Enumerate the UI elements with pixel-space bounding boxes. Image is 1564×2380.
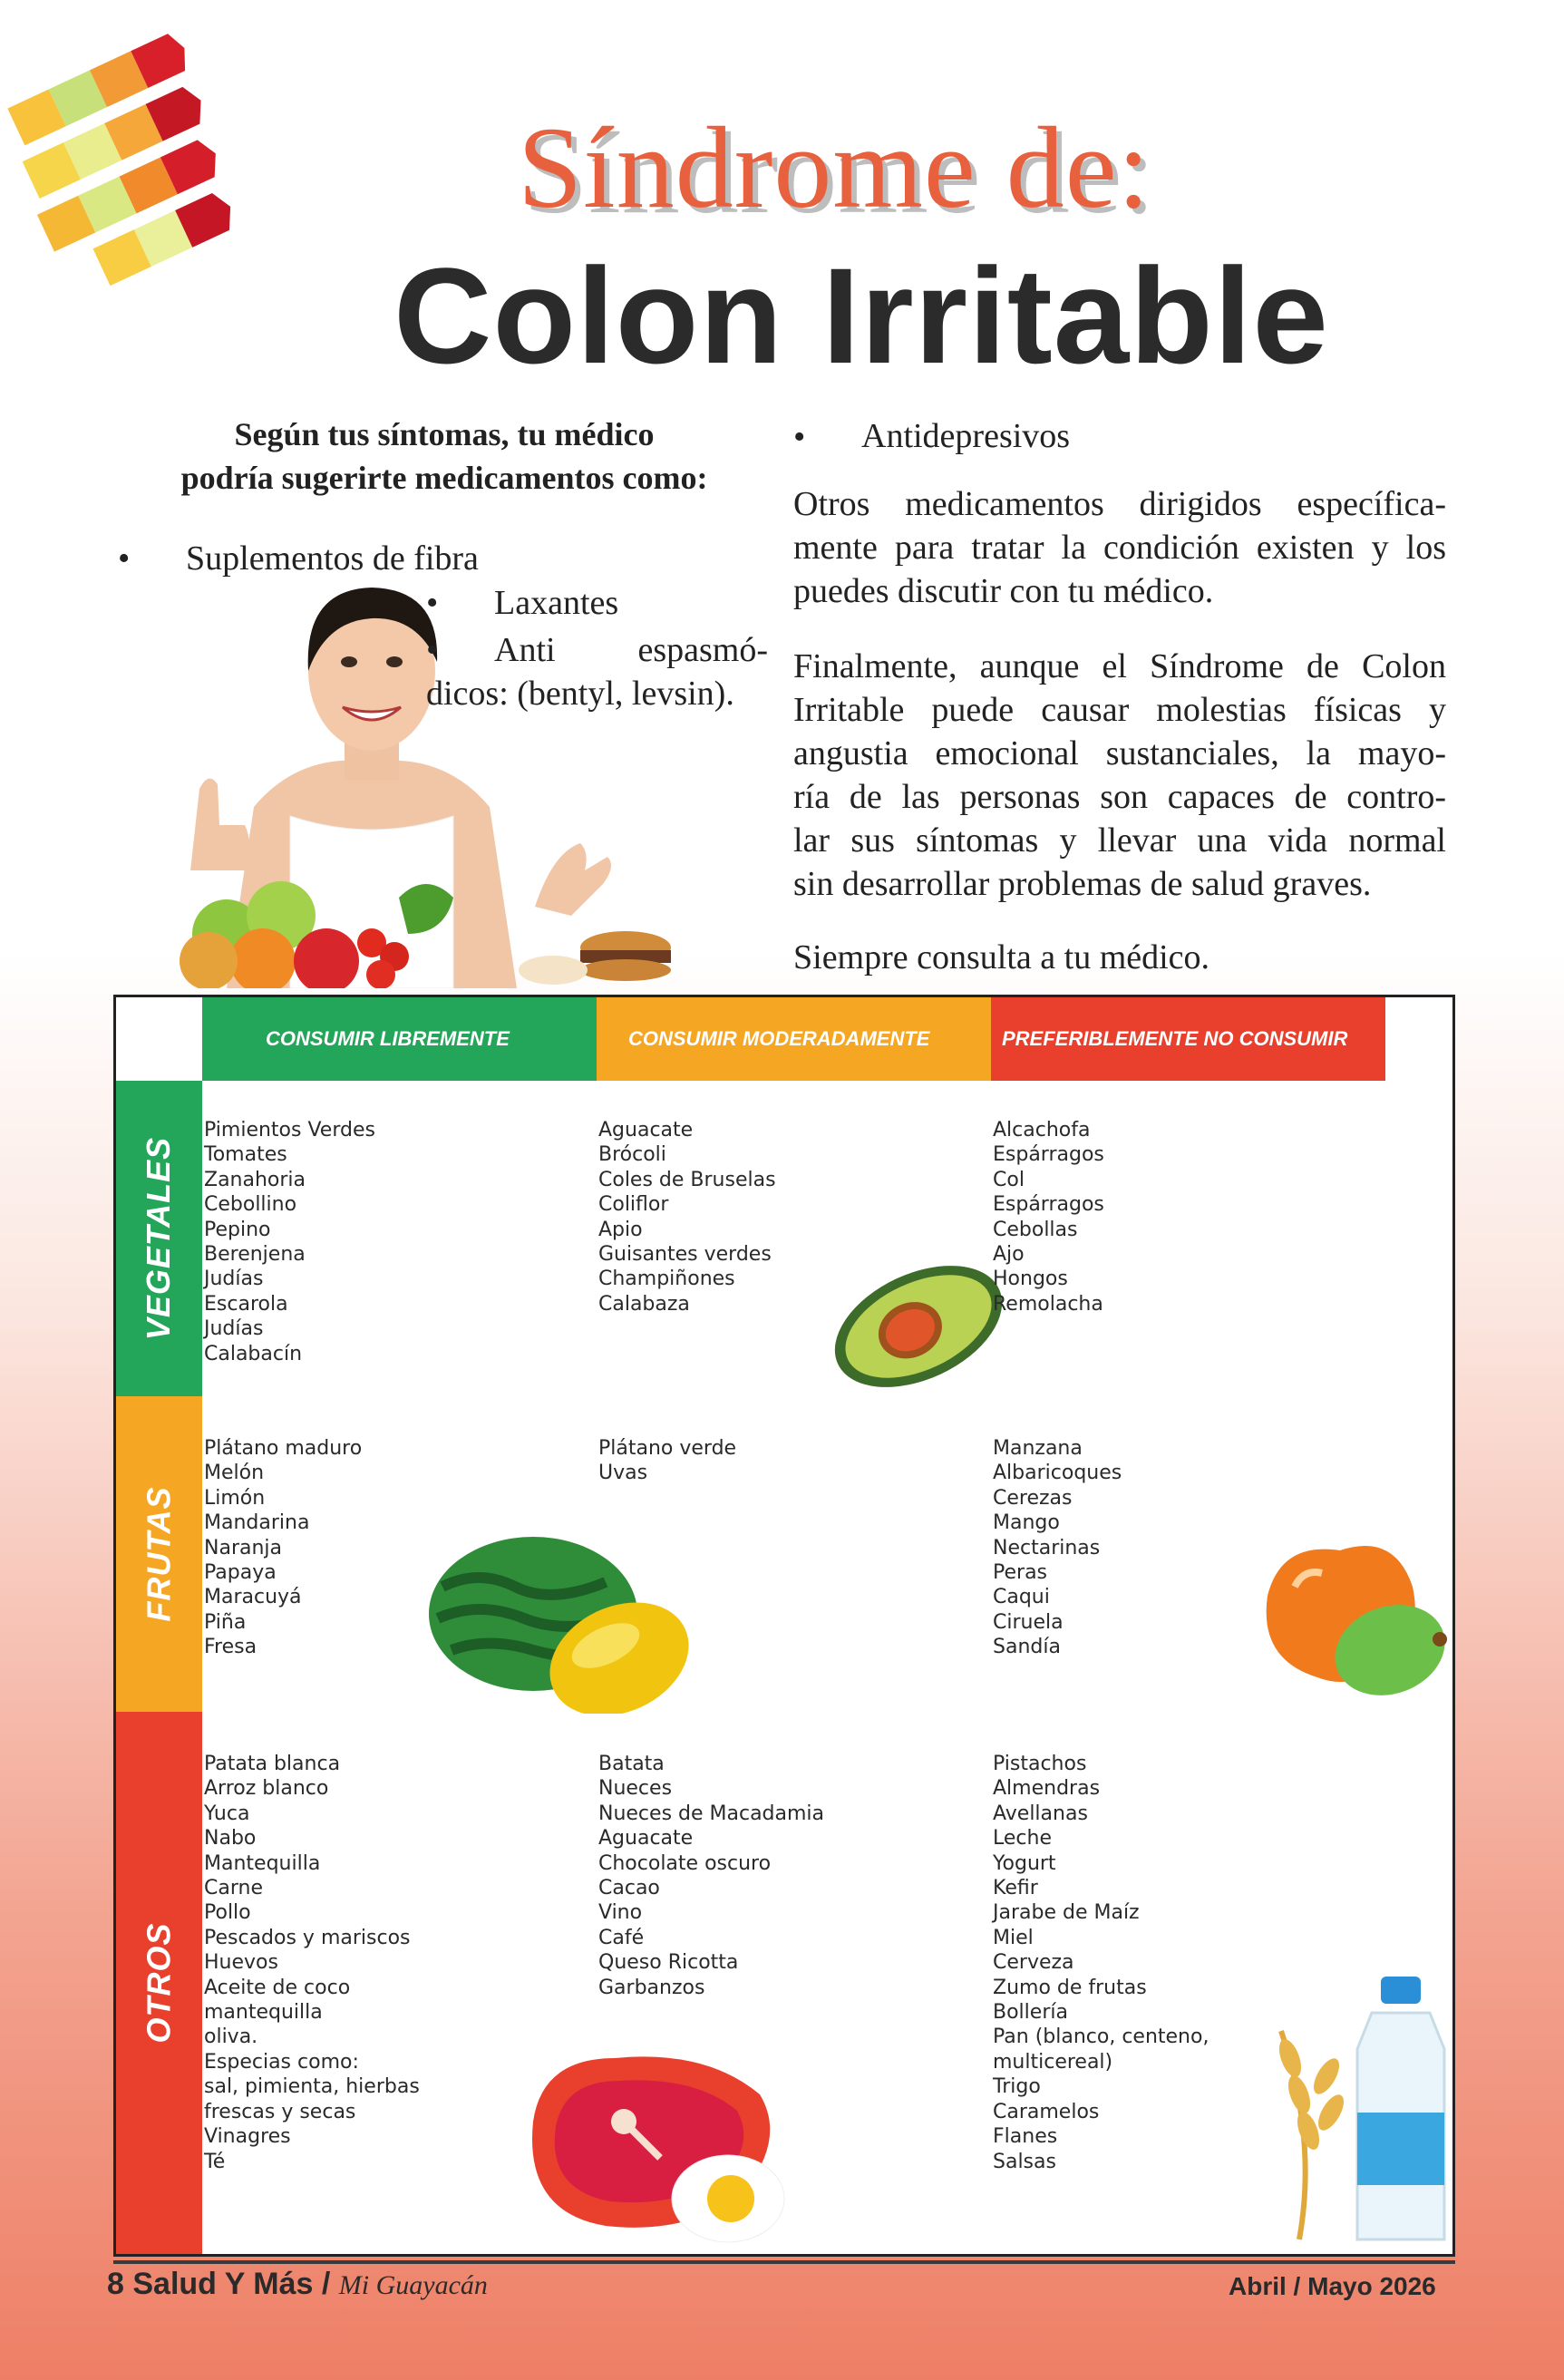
cell-frutas-no-consumir xyxy=(993,1436,1122,1660)
food-item: Plátano verde xyxy=(598,1437,737,1460)
cell-vegetales-libremente xyxy=(204,1118,375,1366)
food-item: Café xyxy=(598,1926,645,1949)
food-item: Cacao xyxy=(598,1877,660,1900)
food-item: Pan (blanco, centeno, xyxy=(993,2025,1209,2049)
food-item: Manzana xyxy=(993,1437,1083,1460)
cell-vegetales-no-consumir xyxy=(993,1118,1104,1316)
food-item: Pescados y mariscos xyxy=(204,1926,411,1949)
food-item: Zumo de frutas xyxy=(993,1976,1147,1999)
food-item: frescas y secas xyxy=(204,2100,356,2123)
food-item: Cerezas xyxy=(993,1486,1073,1510)
paragraph-finalmente: Finalmente, aunque el Síndrome de Colon Irritable puede causar molestias físicas y angustia emocional sustanciales, la mayo- ría de las personas son capaces de contro- lar sus síntomas y llevar una vida normal sin desarrollar problemas de salud graves. xyxy=(793,647,1446,903)
row-label-otros: OTROS xyxy=(116,1712,202,2254)
food-item: Miel xyxy=(993,1926,1034,1949)
bullet-antiespasmodicos-line-2: dicos: (bentyl, levsin). xyxy=(426,675,734,713)
food-item: Yuca xyxy=(204,1802,250,1825)
header-consumir-libremente: CONSUMIR LIBREMENTE xyxy=(202,997,597,1081)
food-item: Pollo xyxy=(204,1901,251,1925)
food-item: Carne xyxy=(204,1877,263,1900)
food-item: Aguacate xyxy=(598,1827,694,1851)
food-item: Calabacín xyxy=(204,1342,303,1365)
food-item: Cebollas xyxy=(993,1218,1078,1241)
food-item: Almendras xyxy=(993,1777,1101,1801)
intro-heading xyxy=(136,413,753,500)
food-item: Albaricoques xyxy=(993,1462,1122,1485)
intro-line-2: podría sugerirte medicamentos como: xyxy=(180,460,708,496)
food-item: Kefir xyxy=(993,1877,1038,1900)
food-item: Espárragos xyxy=(993,1143,1104,1167)
cell-vegetales-moderadamente xyxy=(598,1118,776,1316)
food-item: Jarabe de Maíz xyxy=(993,1901,1140,1925)
food-item: Mandarina xyxy=(204,1511,310,1535)
paragraph-otros-medicamentos: Otros medicamentos dirigidos específica- mente para tratar la condición existen y los puedes discutir con tu médico. xyxy=(793,485,1446,610)
header-consumir-moderadamente: CONSUMIR MODERADAMENTE xyxy=(597,997,991,1081)
header-preferiblemente-no-consumir: PREFERIBLEMENTE NO CONSUMIR xyxy=(991,997,1385,1081)
food-item: Plátano maduro xyxy=(204,1437,363,1460)
food-item: Flanes xyxy=(993,2125,1058,2149)
food-item: Berenjena xyxy=(204,1243,306,1267)
food-item: Brócoli xyxy=(598,1143,666,1167)
food-item: Caqui xyxy=(993,1586,1050,1609)
footer-magazine: 8 Salud Y Más / Mi Guayacán xyxy=(107,2267,488,2301)
footer-date: Abril / Mayo 2026 xyxy=(1229,2272,1436,2300)
food-item: Escarola xyxy=(204,1292,288,1316)
food-item: Queso Ricotta xyxy=(598,1951,739,1975)
food-item: Peras xyxy=(993,1561,1048,1585)
food-item: Leche xyxy=(993,1827,1052,1851)
food-item: Limón xyxy=(204,1486,266,1510)
avocado-icon xyxy=(823,1258,1014,1394)
food-item: Nueces de Macadamia xyxy=(598,1802,825,1825)
food-item: Yogurt xyxy=(993,1851,1056,1875)
apple-lime-icon xyxy=(1231,1532,1449,1695)
food-item: Judías xyxy=(204,1317,264,1341)
food-item: Té xyxy=(204,2150,226,2173)
paragraph-consulta: Siempre consulta a tu médico. xyxy=(793,938,1210,976)
food-item: Vinagres xyxy=(204,2125,291,2149)
food-item: Aguacate xyxy=(598,1119,694,1141)
food-item: Hongos xyxy=(993,1268,1068,1291)
page-number: 8 xyxy=(107,2267,124,2301)
food-item: Uvas xyxy=(598,1462,648,1485)
food-item: Espárragos xyxy=(993,1193,1104,1217)
title-sindrome-de: Síndrome de: xyxy=(517,103,1151,232)
food-item: Sandía xyxy=(993,1636,1061,1659)
food-item: Remolacha xyxy=(993,1292,1103,1316)
food-item: Col xyxy=(993,1168,1025,1191)
food-item: Tomates xyxy=(204,1143,287,1167)
food-item: Cerveza xyxy=(993,1951,1074,1975)
food-item: sal, pimienta, hierbas xyxy=(204,2075,420,2099)
food-item: Papaya xyxy=(204,1561,277,1585)
row-label-frutas: FRUTAS xyxy=(116,1396,202,1712)
cell-frutas-moderadamente xyxy=(598,1436,736,1486)
bullet-antiespasmodicos-line-1: Anti espasmó- xyxy=(494,631,768,669)
food-item: Maracuyá xyxy=(204,1586,302,1609)
food-item: Patata blanca xyxy=(204,1753,341,1775)
food-item: Piña xyxy=(204,1610,247,1634)
food-item: Chocolate oscuro xyxy=(598,1851,772,1875)
food-item: multicereal) xyxy=(993,2050,1113,2074)
row-label-vegetales: VEGETALES xyxy=(116,1081,202,1396)
food-item: Caramelos xyxy=(993,2100,1100,2123)
food-item: Cebollino xyxy=(204,1193,297,1217)
bullet-laxantes: Laxantes xyxy=(494,584,619,622)
food-item: Alcachofa xyxy=(993,1119,1091,1141)
wheat-bottle-icon xyxy=(1263,1977,1453,2249)
footer-divider xyxy=(113,2260,1455,2264)
magazine-name: Salud Y Más xyxy=(132,2267,314,2301)
intro-line-1: Según tus síntomas, tu médico xyxy=(234,416,655,452)
food-item: Judías xyxy=(204,1268,264,1291)
cell-otros-no-consumir xyxy=(993,1752,1209,2174)
food-item: Champiñones xyxy=(598,1268,735,1291)
food-item: Avellanas xyxy=(993,1802,1088,1825)
cell-otros-libremente xyxy=(204,1752,420,2174)
food-item: Bollería xyxy=(993,2001,1068,2025)
food-item: Nectarinas xyxy=(993,1536,1101,1559)
food-item: Vino xyxy=(598,1901,643,1925)
food-item: Mango xyxy=(993,1511,1060,1535)
bullet-dot: • xyxy=(426,584,439,622)
food-item: oliva. xyxy=(204,2025,258,2049)
food-item: Batata xyxy=(598,1753,665,1775)
steak-egg-icon xyxy=(506,2040,805,2249)
watermelon-lemon-icon xyxy=(424,1532,696,1714)
food-item: Coles de Bruselas xyxy=(598,1168,776,1191)
food-item: Calabaza xyxy=(598,1292,690,1316)
bullet-dot: • xyxy=(118,539,131,578)
food-table xyxy=(113,995,1455,2257)
food-item: Trigo xyxy=(993,2075,1041,2099)
food-item: Pistachos xyxy=(993,1753,1087,1775)
food-item: Nueces xyxy=(598,1777,673,1801)
food-item: Especias como: xyxy=(204,2050,359,2074)
food-item: Zanahoria xyxy=(204,1168,306,1191)
food-item: Ajo xyxy=(993,1243,1025,1267)
food-item: Garbanzos xyxy=(598,1976,705,1999)
bullet-dot: • xyxy=(426,631,439,669)
food-item: Mantequilla xyxy=(204,1851,321,1875)
food-item: Ciruela xyxy=(993,1610,1064,1634)
cell-otros-moderadamente xyxy=(598,1752,824,2000)
food-item: Aceite de coco xyxy=(204,1976,351,1999)
food-item: Pepino xyxy=(204,1218,271,1241)
bullet-dot: • xyxy=(793,418,806,456)
food-item: Fresa xyxy=(204,1636,257,1659)
food-item: Apio xyxy=(598,1218,643,1241)
food-item: Guisantes verdes xyxy=(598,1243,772,1267)
food-item: Nabo xyxy=(204,1827,257,1851)
publisher-logo: Mi Guayacán xyxy=(338,2270,488,2300)
food-item: Huevos xyxy=(204,1951,278,1975)
food-item: Coliflor xyxy=(598,1193,669,1217)
food-item: Naranja xyxy=(204,1536,283,1559)
bullet-fibra: Suplementos de fibra xyxy=(186,539,479,578)
food-item: Melón xyxy=(204,1462,265,1485)
title-colon-irritable: Colon Irritable xyxy=(393,239,1329,392)
cell-frutas-libremente xyxy=(204,1436,362,1660)
food-item: Pimientos Verdes xyxy=(204,1119,375,1141)
food-item: mantequilla xyxy=(204,2001,323,2025)
bullet-antidepresivos: Antidepresivos xyxy=(861,417,1071,455)
food-item: Arroz blanco xyxy=(204,1777,329,1801)
food-item: Salsas xyxy=(993,2150,1056,2173)
